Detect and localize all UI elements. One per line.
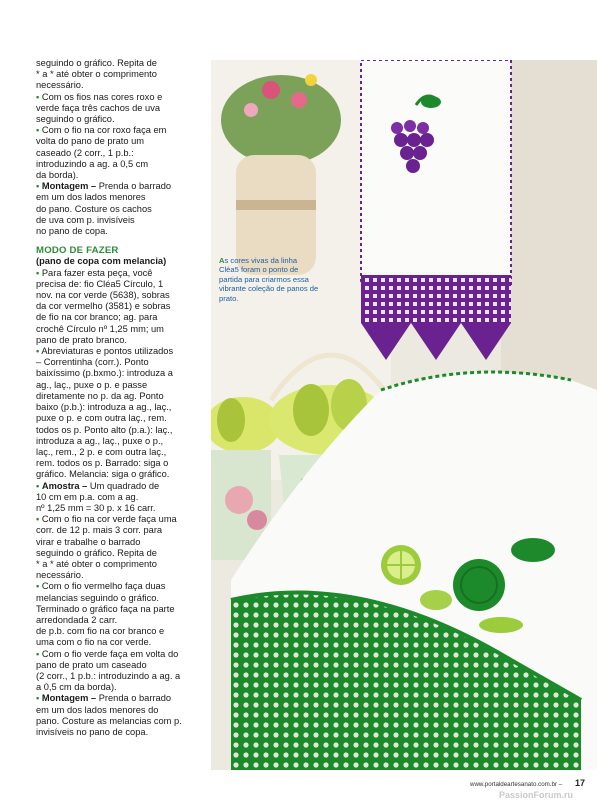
text-line: de fio na cor branco; ag. para <box>36 312 158 323</box>
text: Com o fio verde faça em volta do <box>41 648 179 659</box>
bullet-icon: • <box>36 91 40 102</box>
text-line: necessário. <box>36 570 84 581</box>
text-line <box>36 346 204 357</box>
text-line: em um dos lados menores do <box>36 704 159 715</box>
text-line <box>36 581 204 592</box>
text: Um quadrado de <box>87 480 160 491</box>
text: Com o fio na cor verde faça uma <box>41 514 177 525</box>
bullet-icon: • <box>36 346 40 357</box>
text: Para fazer esta peça, você <box>41 267 153 278</box>
section-subheading: (pano de copa com melancia) <box>36 256 167 267</box>
footer-website: www.portaldeartesanato.com.br – <box>470 781 563 788</box>
text-line: de p.b. com fio na cor branco e <box>36 626 165 637</box>
text: Abreviaturas e pontos utilizados <box>41 346 174 357</box>
text-line: baixo (p.b.): introduza a ag., laç., <box>36 402 172 413</box>
bullet-icon: • <box>36 514 40 525</box>
bullet-icon: • <box>36 648 40 659</box>
bullet-icon: • <box>36 693 40 704</box>
purple-lace-points <box>361 323 511 360</box>
text-line: baixíssimo (p.bxmo.): introduza a <box>36 368 173 379</box>
text-line: invisíveis no pano de copa. <box>36 726 149 737</box>
text-line <box>36 125 204 136</box>
text-line: crochê Círculo nº 1,25 mm; um <box>36 323 164 334</box>
photo-caption <box>219 256 344 303</box>
text-line: 10 cm em p.a. com a ag. <box>36 491 139 502</box>
text-line: – Correntinha (corr.). Ponto <box>36 357 149 368</box>
text-line: arredondada 2 carr. <box>36 614 118 625</box>
text-line: uma com o fio na cor verde. <box>36 637 152 648</box>
text-line: do pano. Costure os cachos <box>36 203 152 214</box>
text-line: verde faça três cachos de uva <box>36 102 161 113</box>
text-line: volta do pano de prato um <box>36 136 145 147</box>
text-line <box>36 181 204 192</box>
label: Montagem – <box>41 693 97 704</box>
text-line: nº 1,25 mm = 30 p. x 16 carr. <box>36 502 156 513</box>
caption-text: Cléa5 foram o ponto de <box>219 265 299 275</box>
page-number: 17 <box>575 778 586 788</box>
caption-text: partida para criarmos essa <box>219 274 309 284</box>
text-line: seguindo o gráfico. Repita de <box>36 58 157 68</box>
watermark: PassionForum.ru <box>499 790 574 800</box>
bullet-icon: • <box>36 480 40 491</box>
text-line: rem. todos os p. Barrado: siga o <box>36 458 169 469</box>
text-line: * a * até obter o comprimento <box>36 69 157 80</box>
text-line: em um dos lados menores <box>36 192 146 203</box>
text-line: (2 corr., 1 p.b.: introduzindo a ag. a <box>36 670 181 681</box>
text-line: virar e trabalhe o barrado <box>36 536 141 547</box>
caption-text: prato. <box>219 293 239 303</box>
text-line: melancias seguindo o gráfico. <box>36 592 159 603</box>
text-line: da cor vermelho (3581) e sobras <box>36 301 171 312</box>
text-line: caseado (2 corr., 1 p.b.: <box>36 147 134 158</box>
text: Prenda o barrado <box>96 693 172 704</box>
product-photo <box>211 60 597 770</box>
text-line: seguindo o gráfico. <box>36 114 115 125</box>
text-line <box>36 693 204 704</box>
text-line: da borda). <box>36 170 79 181</box>
text-line: diretamente no p. da ag. Ponto <box>36 390 164 401</box>
section-heading: MODO DE FAZER <box>36 245 119 257</box>
text-line: pano de prato um caseado <box>36 659 147 670</box>
instructions-column <box>36 58 204 738</box>
text-line: nov. na cor verde (5638), sobras <box>36 290 170 301</box>
text-line: pano de prato branco. <box>36 334 127 345</box>
text-line: de uva com p. invisíveis <box>36 214 135 225</box>
text-line: introduza a ag., laç., puxe o p., <box>36 435 164 446</box>
text-line <box>36 268 204 279</box>
text-line: no pano de copa. <box>36 226 108 237</box>
bullet-icon: • <box>36 181 40 192</box>
text: Com os fios nas cores roxo e <box>41 91 163 102</box>
text-line: laç., rem., 2 p. e com outra laç., <box>36 446 167 457</box>
purple-towel <box>361 60 511 360</box>
caption-initial: A <box>219 256 225 265</box>
text-line <box>36 649 204 660</box>
label: Amostra – <box>41 480 88 491</box>
bullet-icon: • <box>36 267 40 278</box>
text-line: seguindo o gráfico. Repita de <box>36 547 157 558</box>
text: Prenda o barrado <box>96 181 172 192</box>
caption-text: vibrante coleção de panos de <box>219 284 319 294</box>
text-line: ag., laç., puxe o p. e passe <box>36 379 148 390</box>
text-line <box>36 481 204 492</box>
text-line: gráfico. Melancia: siga o gráfico. <box>36 469 170 480</box>
text-line: * a * até obter o comprimento <box>36 558 157 569</box>
label: Montagem – <box>41 181 97 192</box>
text-line: necessário. <box>36 80 84 91</box>
caption-text: s cores vivas da linha <box>224 256 298 265</box>
text-line <box>36 514 204 525</box>
bullet-icon: • <box>36 581 40 592</box>
text-line: todos os p. Ponto alto (p.a.): laç., <box>36 424 173 435</box>
towel-photo-illustration <box>211 60 597 770</box>
text-line: corr. de 12 p. mais 3 corr. para <box>36 525 163 536</box>
text: Com o fio vermelho faça duas <box>41 581 166 592</box>
text-line: introduzindo a ag. a 0,5 cm <box>36 158 149 169</box>
text-line: a 0,5 cm da borda). <box>36 682 117 693</box>
bullet-icon: • <box>36 125 40 136</box>
text-line <box>36 92 204 103</box>
text-line: precisa de: fio Cléa5 Círculo, 1 <box>36 278 164 289</box>
text-line: pano. Costure as melancias com p. <box>36 715 182 726</box>
text-line: Terminado o gráfico faça na parte <box>36 603 175 614</box>
text-line: puxe o p. e com outra laç., rem. <box>36 413 167 424</box>
text: Com o fio na cor roxo faça em <box>41 125 167 136</box>
purple-lace-border <box>361 275 511 323</box>
